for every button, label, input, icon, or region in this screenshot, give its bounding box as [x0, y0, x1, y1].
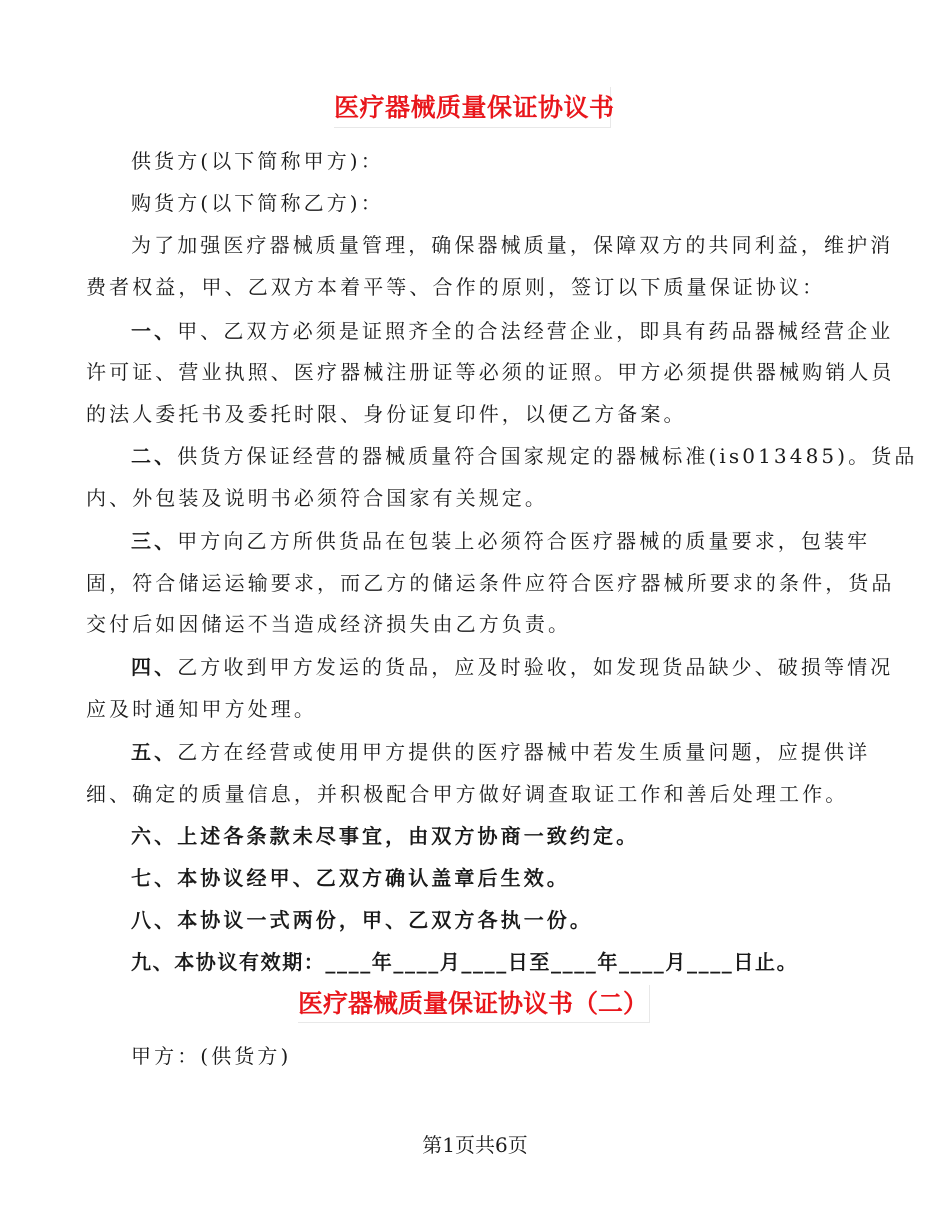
supplier-line: 供货方(以下简称甲方)：: [131, 149, 384, 173]
page-footer: 第1页共6页: [422, 1133, 528, 1157]
clause-3-line-3: 交付后如因储运不当造成经济损失由乙方负责。: [86, 612, 572, 636]
clause-8: 八、本协议一式两份，甲、乙双方各执一份。: [131, 908, 593, 932]
party-a-line: 甲方：(供货方): [131, 1044, 292, 1068]
clause-2-line-2: 内、外包装及说明书必须符合国家有关规定。: [86, 486, 548, 510]
intro-line-1: 为了加强医疗器械质量管理，确保器械质量，保障双方的共同利益，维护消: [131, 233, 894, 257]
clause-3-line-2: 固，符合储运运输要求，而乙方的储运条件应符合医疗器械所要求的条件，货品: [86, 571, 895, 595]
clause-1-line-3: 的法人委托书及委托时限、身份证复印件，以便乙方备案。: [86, 402, 687, 426]
clause-1-text: 甲、乙双方必须是证照齐全的合法经营企业，即具有药品器械经营企业: [177, 319, 894, 343]
second-document-title: 医疗器械质量保证协议书（二）: [298, 989, 649, 1018]
clause-1-line-1: [131, 315, 893, 344]
clause-2-line-1: [131, 440, 917, 469]
clause-3-number: 三、: [131, 529, 178, 553]
clause-4-text: 乙方收到甲方发运的货品，应及时验收，如发现货品缺少、破损等情况: [177, 655, 894, 679]
clause-5-text: 乙方在经营或使用甲方提供的医疗器械中若发生质量问题，应提供详: [177, 740, 871, 764]
clause-2-text: 供货方保证经营的器械质量符合国家规定的器械标准(is013485)。货品: [177, 444, 918, 468]
clause-5-line-1: [131, 736, 870, 765]
clause-1-line-2: 许可证、营业执照、医疗器械注册证等必须的证照。甲方必须提供器械购销人员: [86, 360, 895, 384]
clause-5-number: 五、: [131, 740, 178, 764]
clause-2-number: 二、: [131, 444, 178, 468]
clause-3-line-1: [131, 525, 870, 554]
clause-9: 九、本协议有效期：____年____月____日至____年____月____日止。: [131, 950, 799, 974]
buyer-line: 购货方(以下简称乙方)：: [131, 191, 384, 215]
clause-4-line-2: 应及时通知甲方处理。: [86, 697, 317, 721]
intro-line-2: 费者权益，甲、乙双方本着平等、合作的原则，签订以下质量保证协议：: [86, 275, 826, 299]
document-title: 医疗器械质量保证协议书: [334, 93, 615, 122]
clause-4-line-1: [131, 651, 893, 680]
clause-7: 七、本协议经甲、乙双方确认盖章后生效。: [131, 866, 570, 890]
clause-4-number: 四、: [131, 655, 178, 679]
clause-1-number: 一、: [131, 319, 178, 343]
clause-3-text: 甲方向乙方所供货品在包装上必须符合医疗器械的质量要求，包装牢: [177, 529, 871, 553]
clause-6: 六、上述各条款未尽事宜，由双方协商一致约定。: [131, 824, 640, 848]
clause-5-line-2: 细、确定的质量信息，并积极配合甲方做好调查取证工作和善后处理工作。: [86, 782, 849, 806]
